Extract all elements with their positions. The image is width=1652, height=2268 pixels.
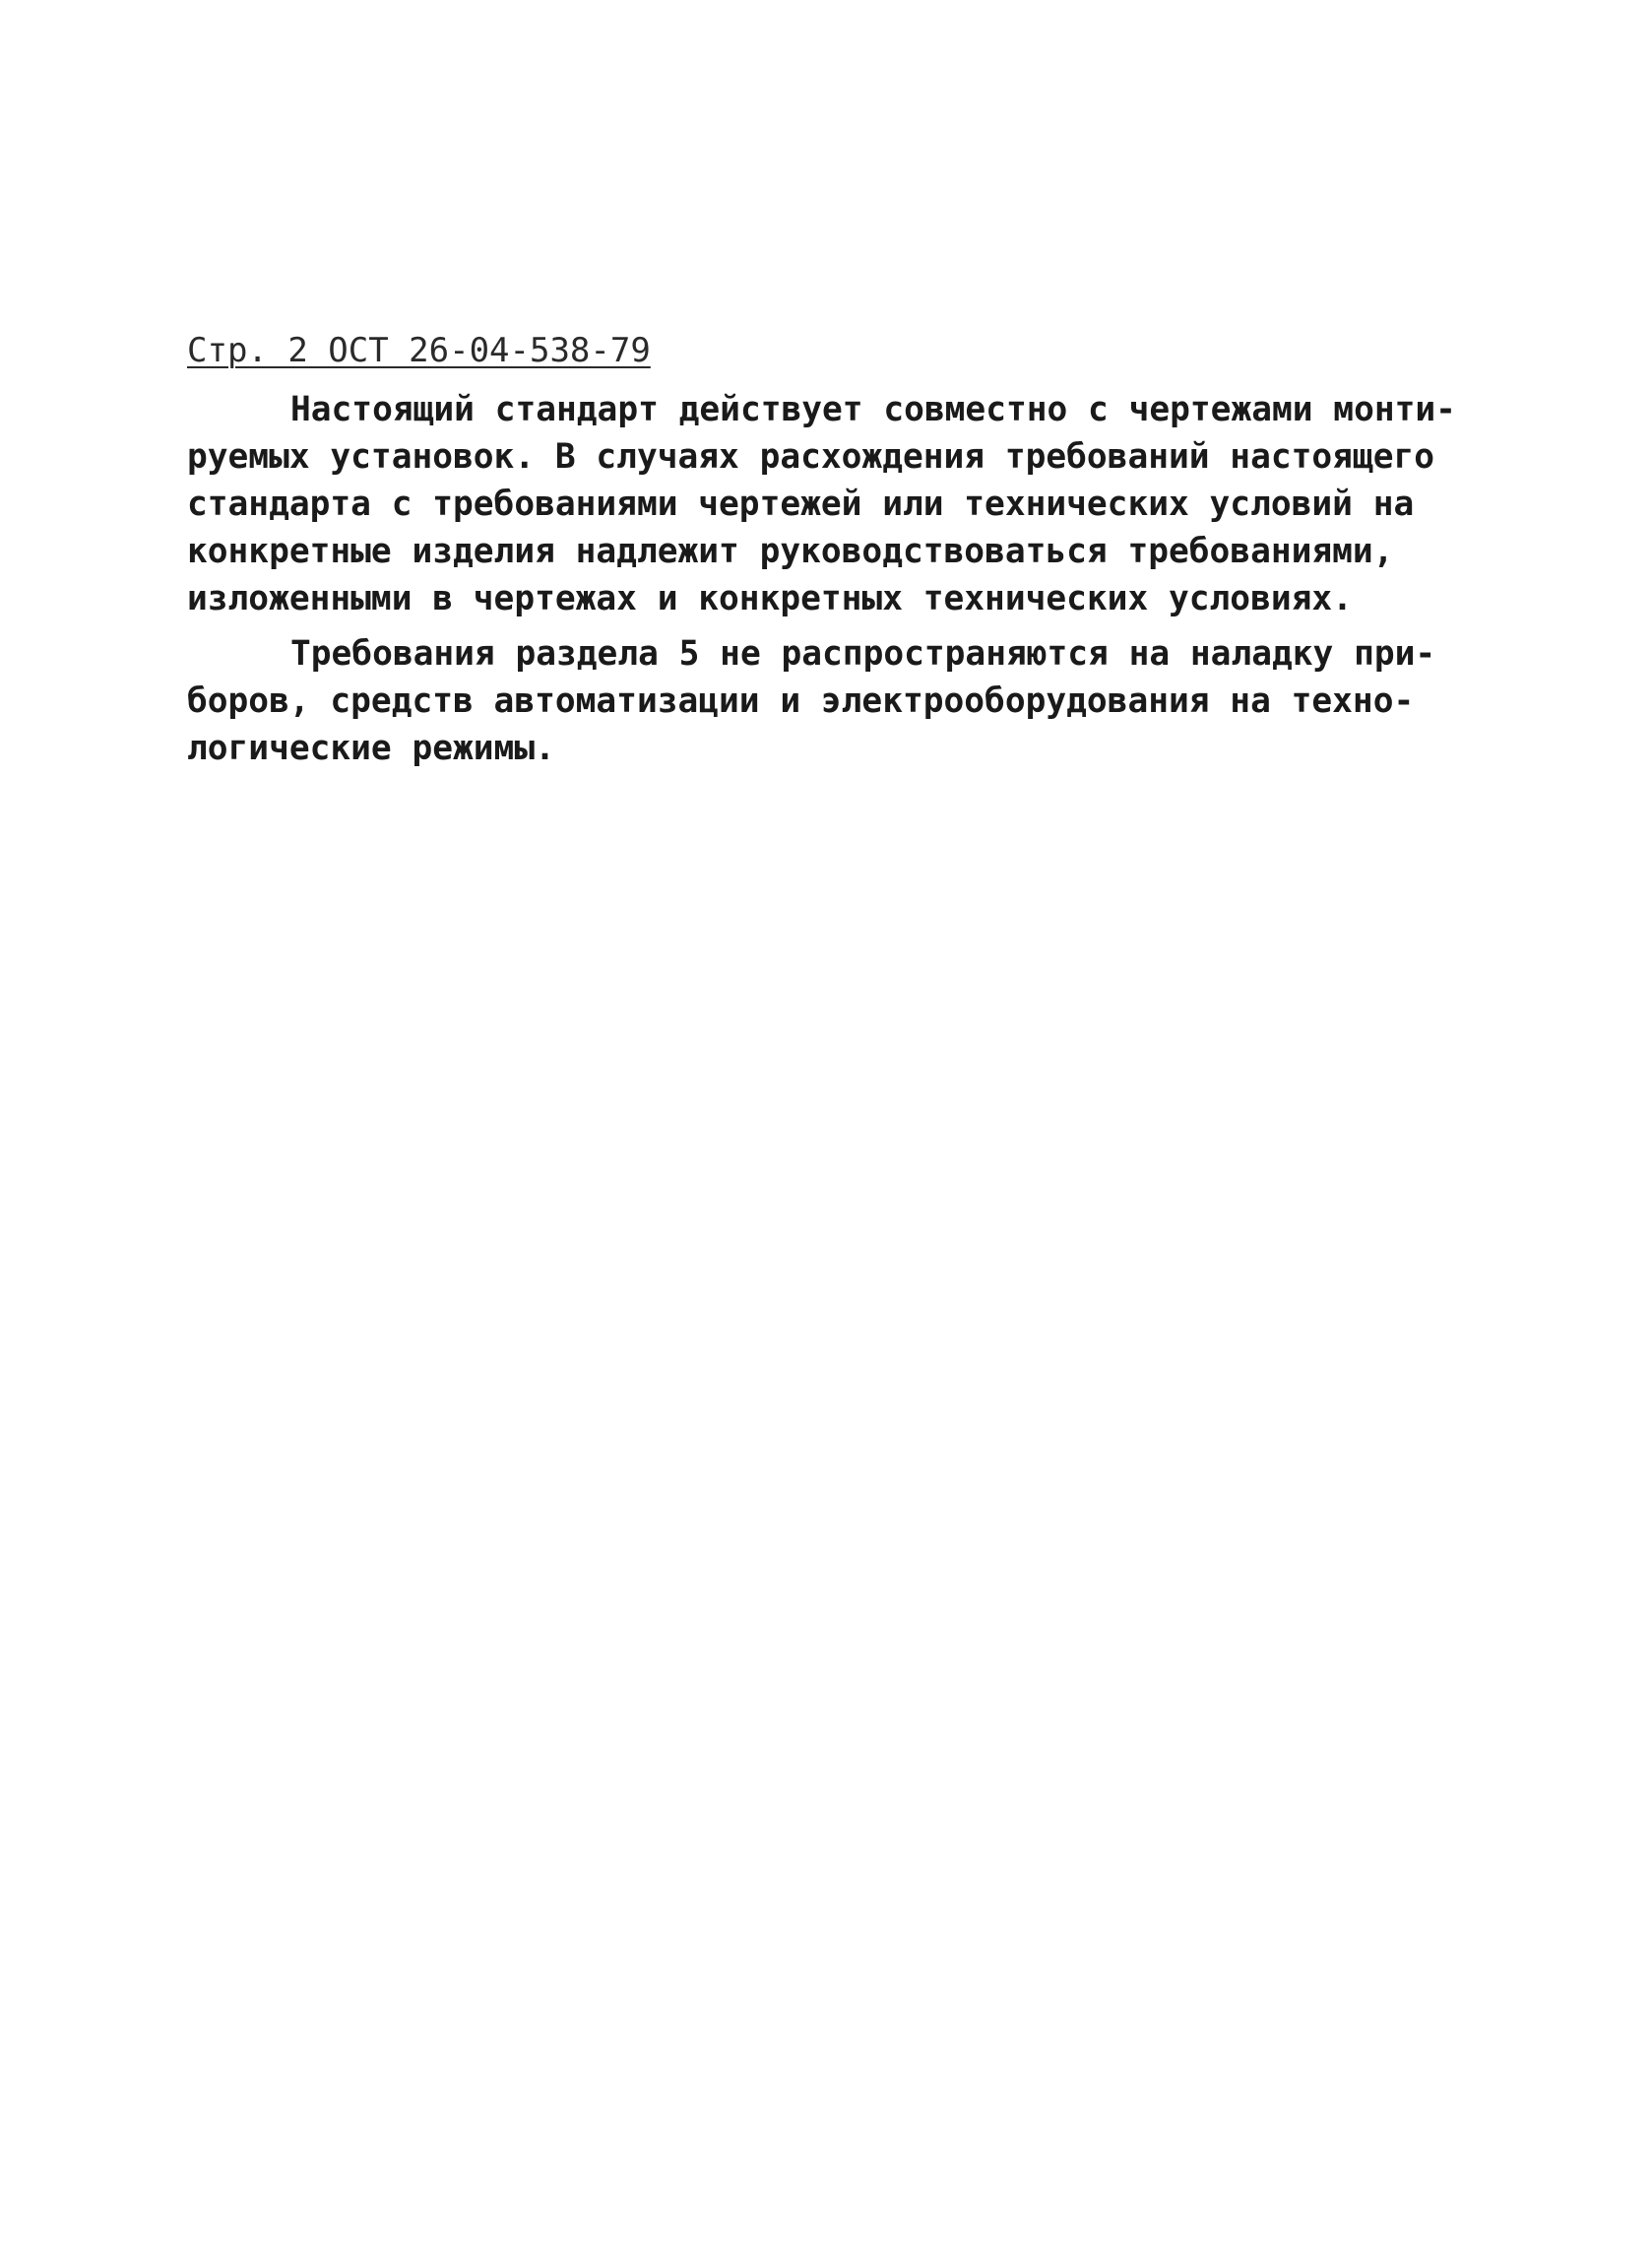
paragraph-line: Настоящий стандарт действует совместно с чертежами монти- [290, 390, 1456, 429]
paragraph-spacer [187, 622, 1496, 630]
paragraph-line: изложенными в чертежах и конкретных технических условиях. [187, 579, 1353, 618]
paragraph-2 [187, 630, 1496, 772]
paragraph-1 [187, 386, 1496, 622]
paragraph-line: стандарта с требованиями чертежей или технических условий на [187, 485, 1415, 524]
document-body [187, 386, 1496, 772]
paragraph-line: боров, средств автоматизации и электрооборудования на техно- [187, 681, 1415, 721]
paragraph-line: руемых установок. В случаях расхождения требований настоящего [187, 437, 1435, 477]
paragraph-line: Требования раздела 5 не распространяются на наладку при- [290, 634, 1436, 674]
paragraph-line: конкретные изделия надлежит руководствоваться требованиями, [187, 532, 1394, 571]
paragraph-line: логические режимы. [187, 729, 555, 768]
page-header: Стр. 2 ОСТ 26-04-538-79 [187, 331, 651, 370]
